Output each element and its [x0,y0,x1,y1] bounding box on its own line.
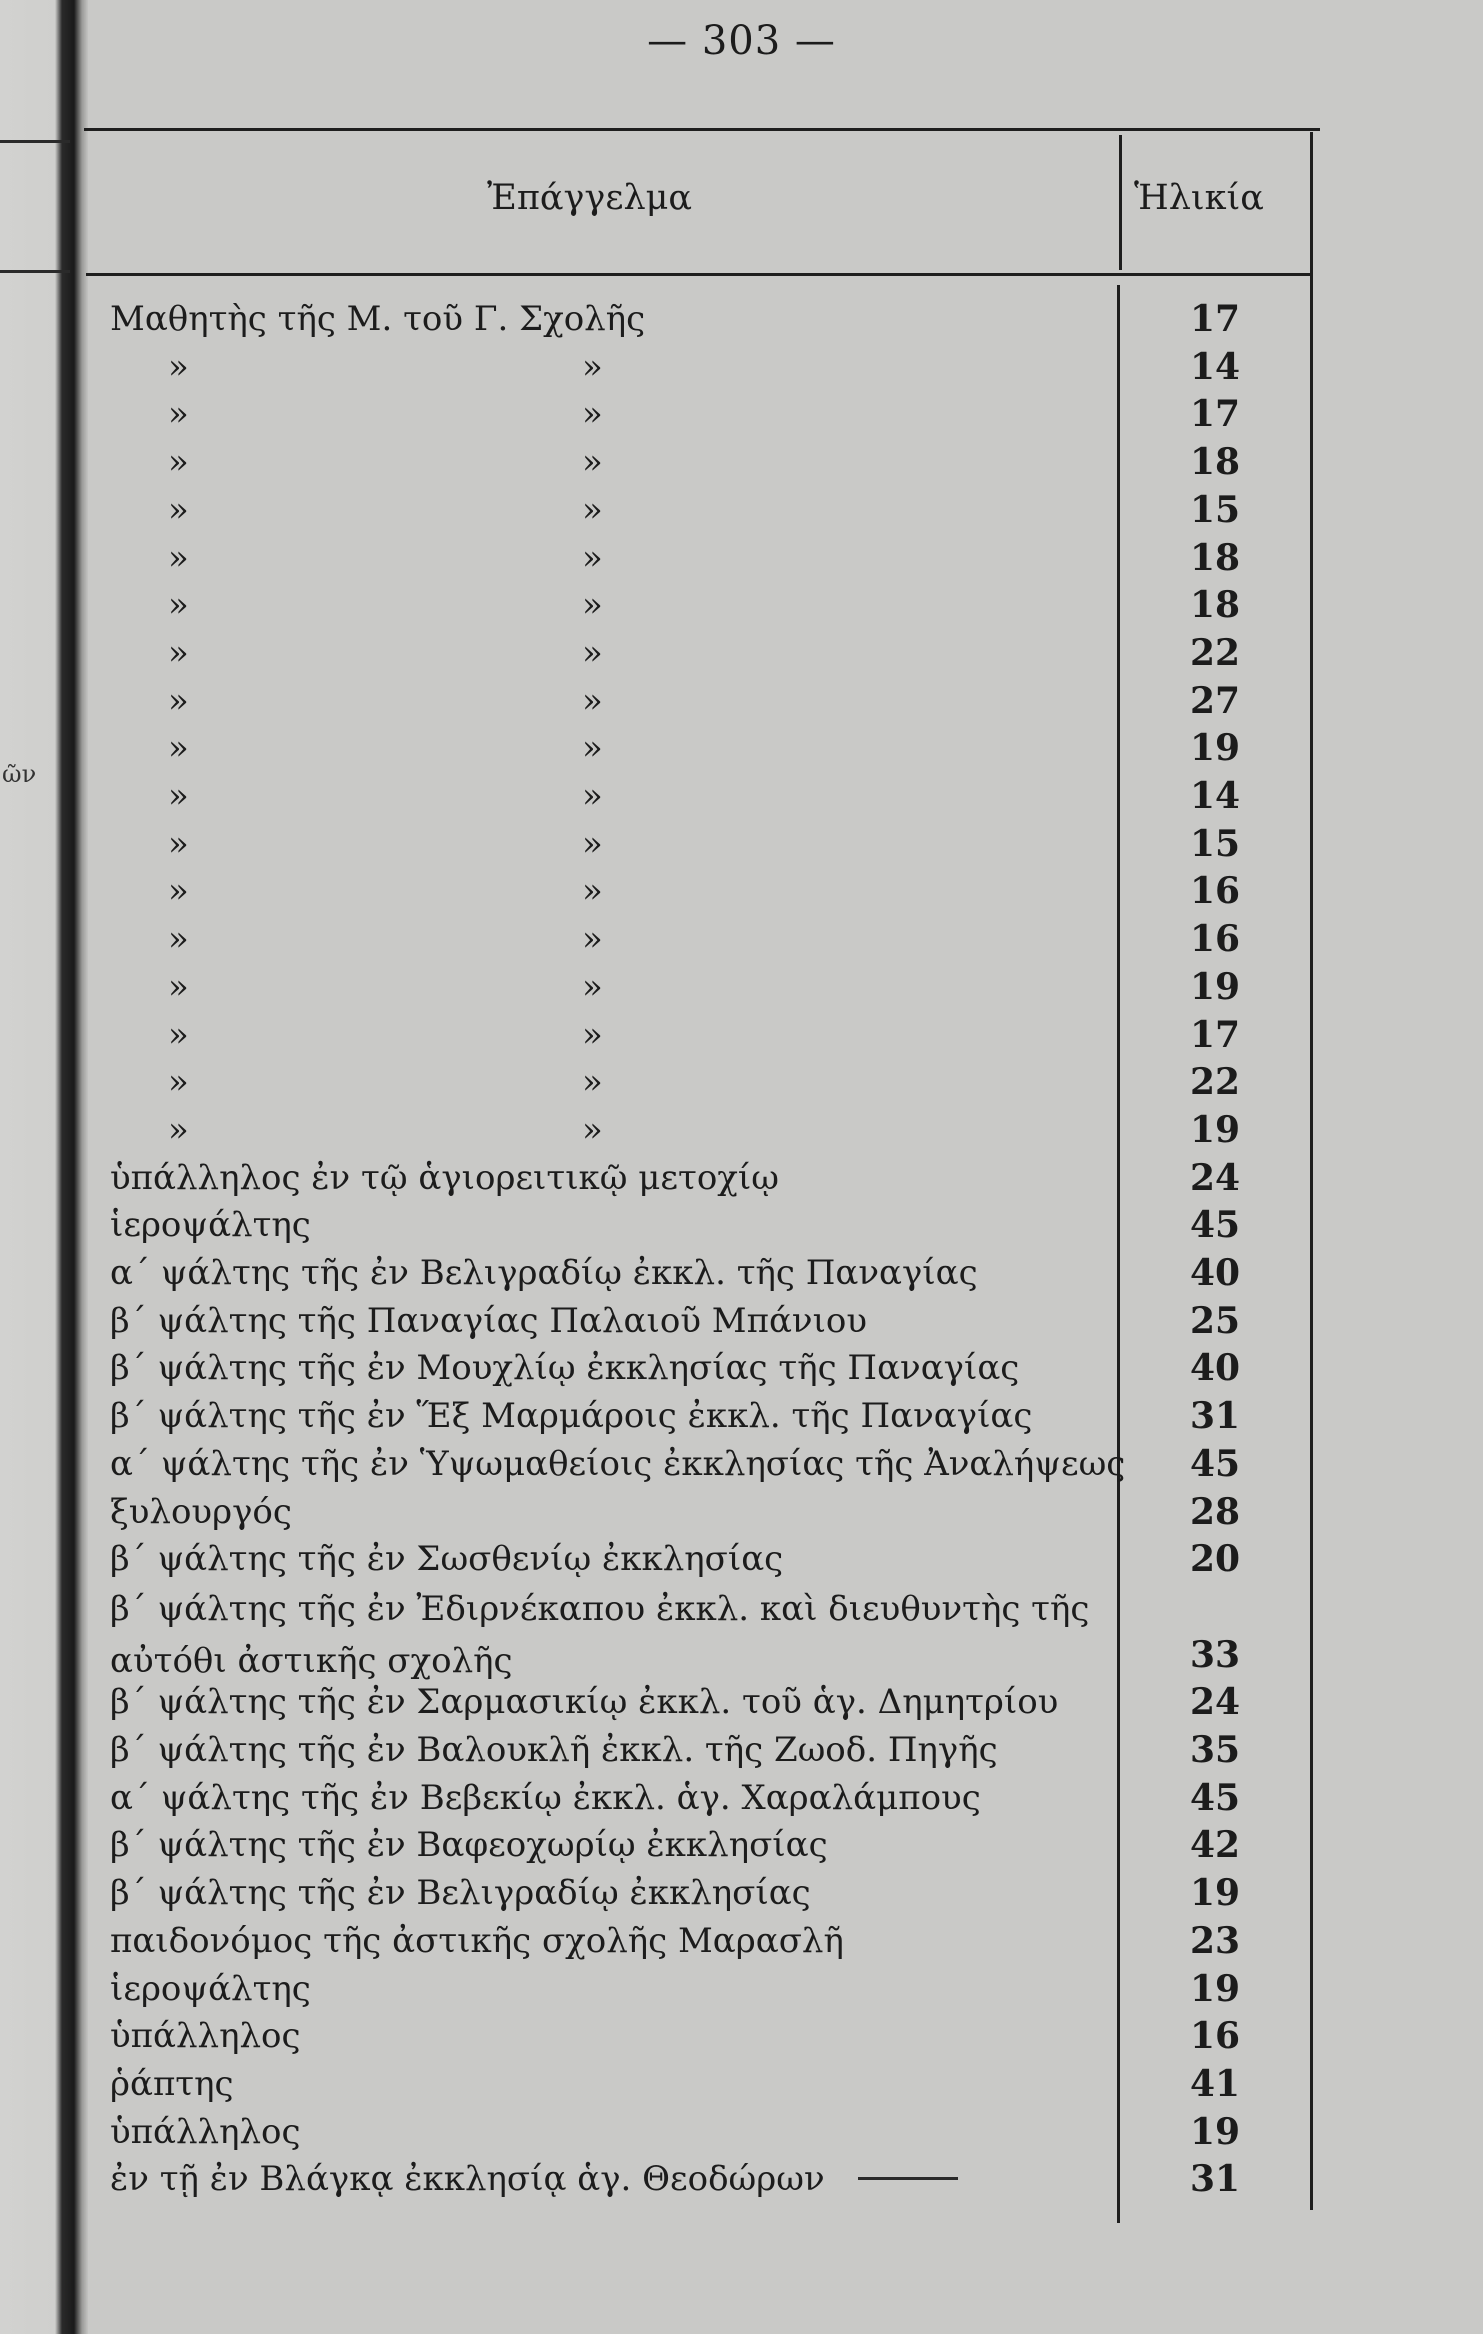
age-cell: 16 [1189,2015,1241,2058]
age-cell: 40 [1189,1347,1241,1390]
table-row [0,867,1483,915]
occupation-cell: ὑπάλληλος [110,2016,301,2057]
ditto-mark: » [168,442,189,483]
column-header-age: Ἡλικία [1134,178,1264,218]
table-row [0,1106,1483,1154]
previous-page-text-fragment: ῶν [2,760,37,788]
occupation-cell: β΄ ψάλτης τῆς ἐν Σαρμασικίῳ ἐκκλ. τοῦ ἁγ. Δημητρίου [110,1682,1059,1723]
ditto-mark: » [168,632,189,673]
table-row [0,1965,1483,2013]
closing-rule [858,2177,958,2180]
table-row [0,820,1483,868]
ditto-mark: » [168,680,189,721]
occupation-cell: ὑπάλληλος [110,2111,301,2152]
ditto-mark: » [582,776,603,816]
ditto-mark: » [582,442,603,483]
age-cell: 15 [1189,822,1241,865]
age-cell: 35 [1189,1729,1241,1771]
ditto-mark: » [168,585,189,626]
table-row [0,343,1483,391]
age-cell: 28 [1189,1490,1241,1533]
table-row [0,2108,1483,2156]
table-row [0,295,1483,343]
age-cell: 24 [1189,1156,1241,1199]
occupation-cell: ἱεροψάλτης [110,1205,311,1246]
ditto-mark: » [582,728,603,769]
table-row [0,1678,1483,1726]
table-row [0,581,1483,629]
age-cell: 17 [1189,298,1241,340]
age-cell: 15 [1189,488,1241,531]
occupation-cell: β΄ ψάλτης τῆς ἐν Ἐδιρνέκαπου ἐκκλ. καὶ διευθυντὴς τῆς αὐτόθι ἀστικῆς σχολῆς [110,1588,1090,1681]
age-cell: 23 [1189,1919,1241,1962]
age-cell: 19 [1189,965,1241,1008]
occupation-cell: παιδονόμος τῆς ἀστικῆς σχολῆς Μαρασλῆ [110,1920,844,1961]
occupation-cell: Μαθητὴς τῆς Μ. τοῦ Γ. Σχολῆς [110,299,646,339]
table-row [0,772,1483,820]
age-cell: 14 [1189,345,1241,388]
age-cell: 31 [1189,1395,1241,1438]
age-cell: 18 [1189,441,1241,484]
occupation-cell: β΄ ψάλτης τῆς ἐν Σωσθενίῳ ἐκκλησίας [110,1539,784,1580]
table-row [0,1344,1483,1392]
table-row [0,534,1483,582]
ditto-mark: » [168,394,189,435]
table-row [0,1488,1483,1536]
table-row [0,1821,1483,1869]
table-row [0,1154,1483,1202]
age-cell: 41 [1189,2062,1241,2105]
age-cell: 19 [1189,727,1241,770]
age-cell: 19 [1189,1872,1241,1915]
table-row [0,724,1483,772]
ditto-mark: » [582,919,603,960]
column-header-occupation: Ἐπάγγελμα [487,178,693,218]
age-cell: 19 [1189,1108,1241,1151]
age-cell: 14 [1189,775,1241,817]
ditto-mark: » [168,823,189,864]
ditto-mark: » [582,966,603,1007]
age-cell: 33 [1189,1633,1241,1676]
age-cell: 27 [1189,679,1241,722]
occupation-cell: α΄ ψάλτης τῆς ἐν Βελιγραδίῳ ἐκκλ. τῆς Παναγίας [110,1253,978,1293]
occupation-cell: ἐν τῇ ἐν Βλάγκᾳ ἐκκλησίᾳ ἁγ. Θεοδώρων [110,2159,825,2200]
table-row [0,438,1483,486]
ditto-mark: » [582,680,603,721]
ditto-mark: » [168,1062,189,1103]
ditto-mark: » [582,585,603,626]
age-cell: 42 [1189,1824,1241,1867]
occupation-cell: α΄ ψάλτης τῆς ἐν Βεβεκίῳ ἐκκλ. ἁγ. Χαραλάμπους [110,1777,981,1818]
occupation-cell: β΄ ψάλτης τῆς ἐν Βαλουκλῆ ἐκκλ. τῆς Ζωοδ. Πηγῆς [110,1730,998,1770]
ditto-mark: » [168,919,189,960]
age-cell: 22 [1189,1061,1241,1104]
ditto-mark: » [168,1014,189,1055]
ditto-mark: » [582,1014,603,1055]
table-row [0,1869,1483,1917]
table-row [0,963,1483,1011]
ditto-mark: » [582,346,603,387]
occupation-cell: ῥάπτης [110,2063,234,2104]
ditto-mark: » [582,1109,603,1150]
age-cell: 25 [1189,1299,1241,1342]
ditto-mark: » [168,489,189,530]
page-number: — 303 — [647,18,836,64]
table-row [0,915,1483,963]
occupation-cell: β΄ ψάλτης τῆς ἐν Μουχλίῳ ἐκκλησίας τῆς Παναγίας [110,1348,1020,1389]
table-row [0,1297,1483,1345]
ditto-mark: » [168,776,189,816]
table-row [0,2155,1483,2203]
table-row [0,1917,1483,1965]
age-cell: 18 [1189,536,1241,579]
table-row [0,1535,1483,1583]
age-cell: 16 [1189,918,1241,961]
occupation-cell: β΄ ψάλτης τῆς ἐν Βαφεοχωρίῳ ἐκκλησίας [110,1825,828,1866]
table-row [0,1440,1483,1488]
ditto-mark: » [168,966,189,1007]
age-cell: 19 [1189,1967,1241,2010]
ditto-mark: » [582,394,603,435]
table-row [0,1249,1483,1297]
ditto-mark: » [168,346,189,387]
table-row [0,677,1483,725]
age-cell: 24 [1189,1681,1241,1724]
occupation-cell: ὑπάλληλος ἐν τῷ ἁγιορειτικῷ μετοχίῳ [110,1157,779,1198]
ditto-mark: » [582,1062,603,1103]
table-row [0,629,1483,677]
table-row [0,1011,1483,1059]
age-cell: 20 [1189,1538,1241,1581]
table-row [0,1726,1483,1774]
occupation-cell: β΄ ψάλτης τῆς ἐν Ἕξ Μαρμάροις ἐκκλ. τῆς Παναγίας [110,1396,1033,1437]
ditto-mark: » [168,728,189,769]
table-row [0,1774,1483,1822]
occupation-cell: ἱεροψάλτης [110,1968,311,2009]
occupation-cell: β΄ ψάλτης τῆς Παναγίας Παλαιοῦ Μπάνιου [110,1300,868,1341]
age-cell: 17 [1189,393,1241,436]
ditto-mark: » [168,1109,189,1150]
age-cell: 31 [1189,2158,1241,2201]
table-row [0,2012,1483,2060]
ditto-mark: » [582,489,603,530]
age-cell: 45 [1189,1776,1241,1819]
age-cell: 17 [1189,1013,1241,1056]
age-cell: 16 [1189,870,1241,913]
table-row [0,1201,1483,1249]
age-cell: 18 [1189,584,1241,627]
ditto-mark: » [582,871,603,912]
ditto-mark: » [582,823,603,864]
table-row [0,2060,1483,2108]
ditto-mark: » [168,537,189,578]
table-row [0,1392,1483,1440]
table-row [0,1058,1483,1106]
age-cell: 22 [1189,631,1241,674]
ditto-mark: » [582,537,603,578]
occupation-cell: α΄ ψάλτης τῆς ἐν Ὑψωμαθείοις ἐκκλησίας τῆς Ἀναλήψεως [110,1443,1126,1484]
table-row [0,1583,1483,1681]
age-cell: 40 [1189,1252,1241,1294]
table-row [0,390,1483,438]
table-row [0,486,1483,534]
ditto-mark: » [168,871,189,912]
ditto-mark: » [582,632,603,673]
occupation-cell: ξυλουργός [110,1491,292,1532]
age-cell: 45 [1189,1442,1241,1485]
age-cell: 19 [1189,2110,1241,2153]
age-cell: 45 [1189,1204,1241,1247]
occupation-cell: β΄ ψάλτης τῆς ἐν Βελιγραδίῳ ἐκκλησίας [110,1873,811,1914]
